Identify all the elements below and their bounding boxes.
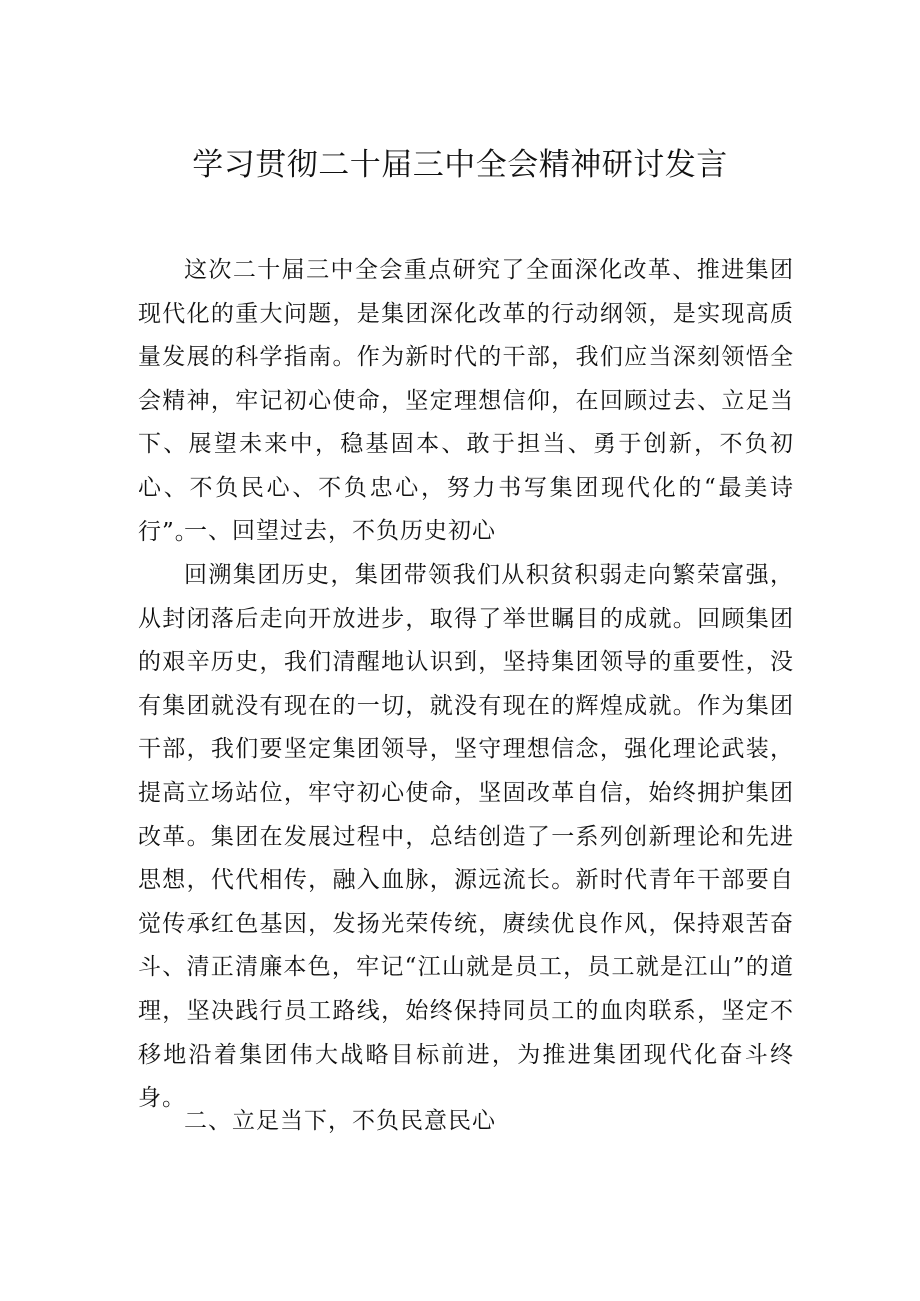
section-heading-1: 一、回望过去，不负历史初心 <box>184 518 496 544</box>
paragraph-section-1: 回溯集团历史，集团带领我们从积贫积弱走向繁荣富强，从封闭落后走向开放进步，取得了举世瞩目的成就。回顾集团的艰辛历史，我们清醒地认识到，坚持集团领导的重要性，没有集团就没有现在的一切，就没有现在的辉煌成就。作为集团干部，我们要坚定集团领导，坚守理想信念，强化理论武装，提高立场站位，牢守初心使命，坚固改革自信，始终拥护集团改革。集团在发展过程中，总结创造了一系列创新理论和先进思想，代代相传，融入血脉，源远流长。新时代青年干部要自觉传承红色基因，发扬光荣传统，赓续优良作风，保持艰苦奋斗、清正清廉本色，牢记“江山就是员工，员工就是江山”的道理，坚决践行员工路线，始终保持同员工的血肉联系，坚定不移地沿着集团伟大战略目标前进，为推进集团现代化奋斗终身。 <box>138 562 794 1112</box>
document-title: 学习贯彻二十届三中全会精神研讨发言 <box>192 147 728 183</box>
section-heading-2: 二、立足当下，不负民意民心 <box>184 1108 496 1134</box>
paragraph-intro: 这次二十届三中全会重点研究了全面深化改革、推进集团现代化的重大问题，是集团深化改革的行动纲领，是实现高质量发展的科学指南。作为新时代的干部，我们应当深刻领悟全会精神，牢记初心使命，坚定理想信仰，在回顾过去、立足当下、展望未来中，稳基固本、敢于担当、勇于创新，不负初心、不负民心、不负忠心，努力书写集团现代化的“最美诗行”。 <box>138 257 794 545</box>
